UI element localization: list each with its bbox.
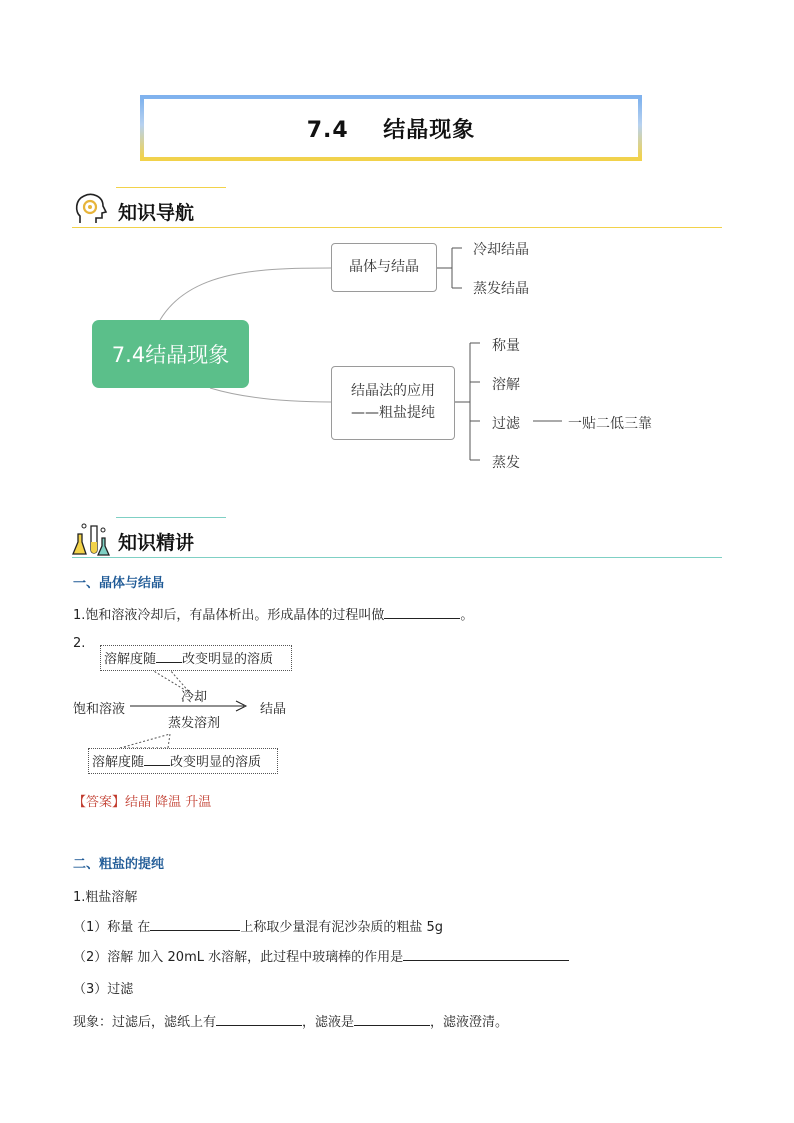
step-1 (73, 916, 443, 935)
answer-blank[interactable] (354, 1013, 430, 1026)
leaf-filtering: 过滤 (492, 416, 520, 432)
step2-text: （2）溶解 加入 20mL 水溶解，此过程中玻璃棒的作用是 (73, 950, 404, 965)
branch-crystal-label: 晶体与结晶 (349, 259, 419, 275)
q1-text: 1.饱和溶液冷却后，有晶体析出。形成晶体的过程叫做 (73, 608, 385, 623)
leaf-filter-note: 一贴二低三靠 (568, 416, 652, 432)
lecture-section-header (72, 520, 722, 560)
section-divider (72, 557, 722, 558)
mindmap-root-node: 7.4结晶现象 (92, 320, 249, 388)
answer-blank[interactable] (403, 948, 569, 961)
answer-blank[interactable] (144, 753, 170, 766)
branch-application-line2: ——粗盐提纯 (351, 405, 435, 421)
answer-label: 【答案】 (73, 795, 126, 810)
answer-blank[interactable] (384, 606, 460, 619)
leaf-weighing: 称量 (492, 338, 520, 354)
solubility-box-bottom (88, 748, 278, 774)
arrow-label-cooling: 冷却 (181, 690, 208, 705)
mindmap-branch-crystal (331, 243, 437, 292)
part1-heading: 一、晶体与结晶 (73, 576, 165, 591)
step1-text-1: （1）称量 在 (73, 920, 151, 935)
leaf-evaporation-crystallization: 蒸发结晶 (473, 281, 529, 297)
answer-line (73, 791, 211, 810)
question-2-number: 2. (73, 636, 86, 651)
answer-blank[interactable] (150, 918, 240, 931)
step-2 (73, 946, 569, 965)
q1-end: 。 (460, 608, 474, 623)
arrow-label-evaporate: 蒸发溶剂 (168, 716, 221, 731)
box-bottom-text-2: 改变明显的溶质 (170, 755, 262, 770)
step-3: （3）过滤 (73, 982, 134, 997)
step1-text-2: 上称取少量混有泥沙杂质的粗盐 5g (240, 920, 444, 935)
mindmap-branch-application (331, 366, 455, 440)
nav-section-title: 知识导航 (118, 202, 195, 224)
box-bottom-text-1: 溶解度随 (92, 755, 145, 770)
leaf-cooling-crystallization: 冷却结晶 (473, 242, 529, 258)
branch-application-line1: 结晶法的应用 (351, 383, 435, 399)
question-1 (73, 604, 473, 623)
answer-blank[interactable] (216, 1013, 302, 1026)
flask-icon (72, 520, 110, 558)
saturated-solution-label: 饱和溶液 (73, 702, 126, 717)
phenomenon-text-1: 现象：过滤后，滤纸上有 (73, 1015, 217, 1030)
solubility-box-top (100, 645, 292, 671)
item-1: 1.粗盐溶解 (73, 890, 138, 905)
answer-text: 结晶 降温 升温 (125, 795, 212, 810)
box-top-text-2: 改变明显的溶质 (182, 652, 274, 667)
phenomenon-text-2: ，滤液是 (302, 1015, 355, 1030)
page-title: 7.4 结晶现象 (306, 117, 476, 143)
lecture-section-title: 知识精讲 (118, 532, 195, 554)
part2-heading: 二、粗盐的提纯 (73, 857, 165, 872)
leaf-dissolving: 溶解 (492, 377, 520, 393)
phenomenon-text-3: ，滤液澄清。 (430, 1015, 509, 1030)
crystal-label: 结晶 (260, 702, 287, 717)
phenomenon-line (73, 1011, 508, 1030)
box-top-text-1: 溶解度随 (104, 652, 157, 667)
leaf-evaporating: 蒸发 (492, 455, 520, 471)
answer-blank[interactable] (156, 650, 182, 663)
